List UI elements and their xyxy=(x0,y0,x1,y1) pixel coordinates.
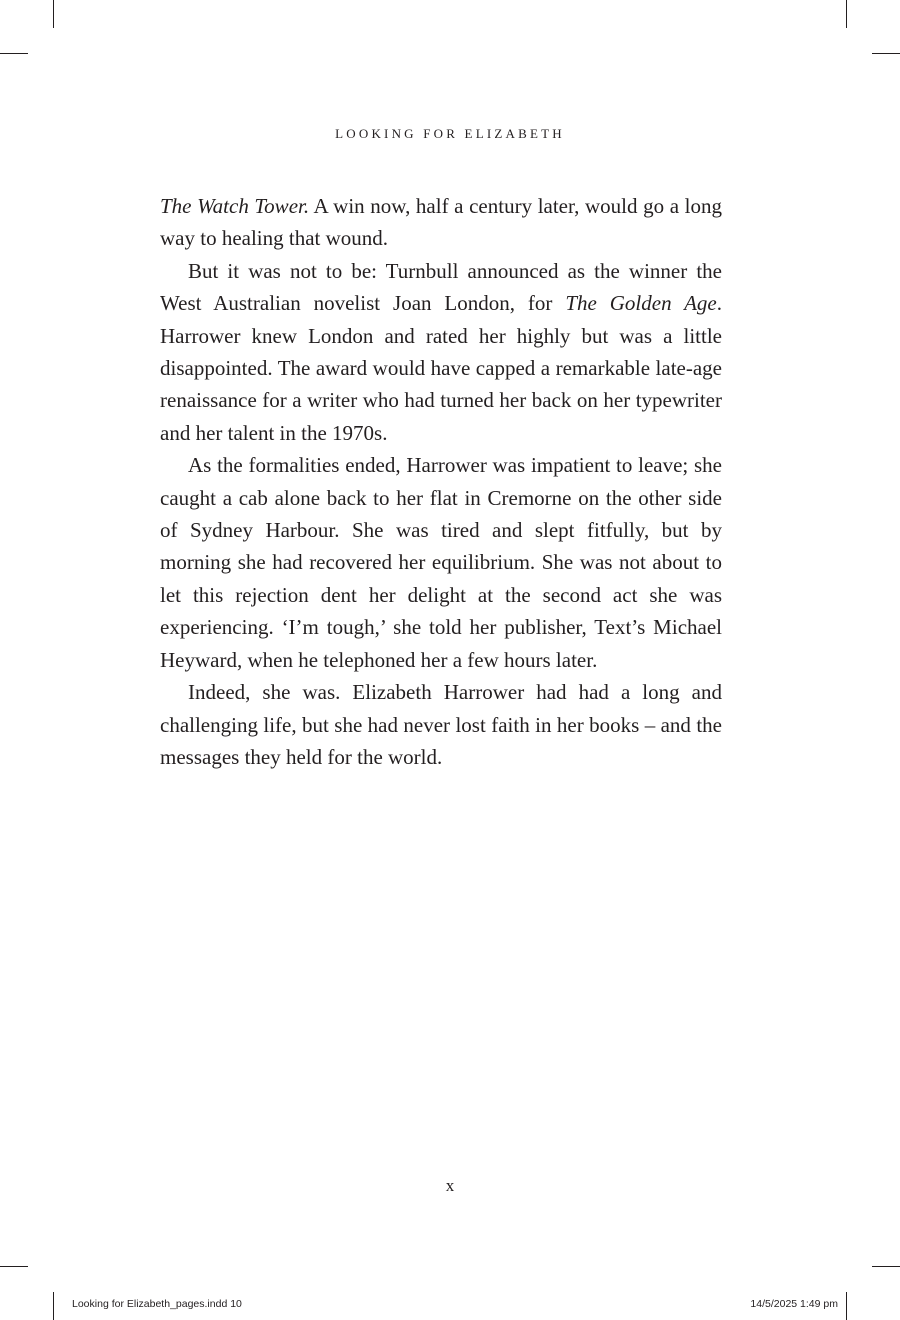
crop-mark-left-top xyxy=(0,53,28,54)
paragraph-2-before: But it was not to be: Turnbull announced as the winner the West Australian novelist Joan London, for xyxy=(160,258,722,316)
crop-mark-bottom-left xyxy=(53,1292,54,1320)
paragraph-2 xyxy=(160,255,722,449)
crop-mark-right-bottom xyxy=(872,1266,900,1267)
crop-mark-top-right xyxy=(846,0,847,28)
crop-mark-left-bottom xyxy=(0,1266,28,1267)
body-text xyxy=(160,190,722,773)
crop-mark-right-top xyxy=(872,53,900,54)
paragraph-1-text: A win now, half a century later, would go a long way to healing that wound. xyxy=(160,194,722,251)
crop-mark-top-left xyxy=(53,0,54,28)
slug-filename: Looking for Elizabeth_pages.indd 10 xyxy=(72,1298,242,1310)
paragraph-4: Indeed, she was. Elizabeth Harrower had had a long and challenging life, but she had never lost faith in her books – and the messages they held for the world. xyxy=(160,680,722,769)
paragraph-1 xyxy=(160,190,722,255)
book-title-italic: The Golden Age xyxy=(565,291,717,316)
paragraph-2-after: . Harrower knew London and rated her highly but was a little disappointed. The award would have capped a remarkable late-age renaissance for a writer who had turned her back on her typewriter and her talent in the 1970s. xyxy=(160,291,722,445)
paragraph-3: As the formalities ended, Harrower was impatient to leave; she caught a cab alone back to her flat in Cremorne on the other side of Sydney Harbour. She was tired and slept fitfully, but by morning she had recovered her equilibrium. She was not about to let this rejection dent her delight at the second act she was experiencing. ‘I’m tough,’ she told her publisher, Text’s Michael Heyward, when he telephoned her a few hours later. xyxy=(160,453,722,672)
slug-timestamp: 14/5/2025 1:49 pm xyxy=(750,1298,838,1310)
page-number: x xyxy=(445,1176,455,1195)
book-title-italic: The Watch Tower. xyxy=(160,194,310,218)
running-head: LOOKING FOR ELIZABETH xyxy=(335,126,565,141)
crop-mark-bottom-right xyxy=(846,1292,847,1320)
